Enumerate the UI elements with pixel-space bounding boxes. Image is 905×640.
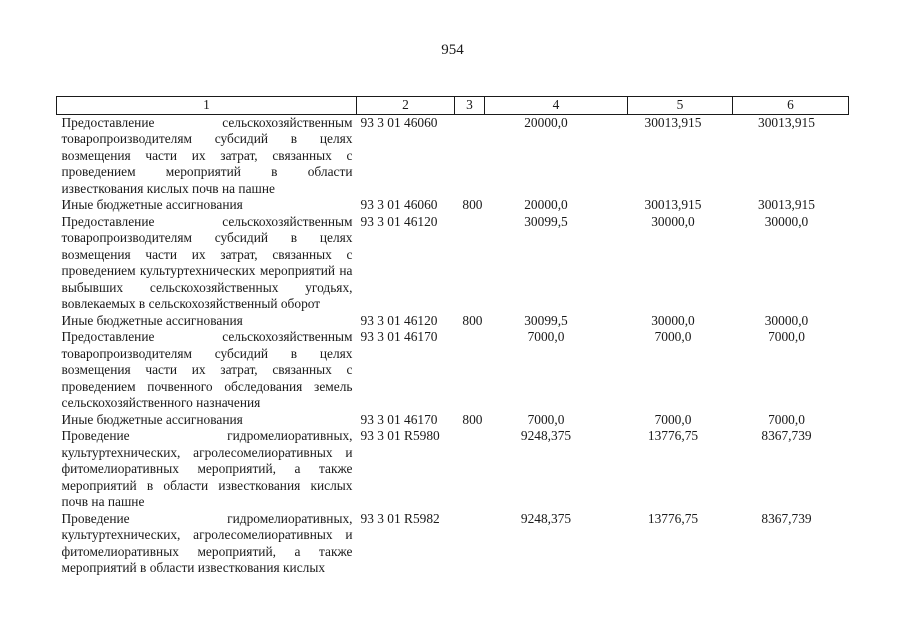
row-name: Проведение гидромелиоративных, культуртехнических, агролесомелиоративных и фитомелиоративных мероприятий, а также мероприятий в области известкования кислых почв на пашне [61,428,353,509]
row-name: Иные бюджетные ассигнования [61,197,243,212]
row-type [455,114,485,197]
row-name: Предоставление сельскохозяйственным товаропроизводителям субсидий в целях возмещения части их затрат, связанных с проведением мероприятий в области известкования кислых почв на пашне [61,114,353,196]
row-name: Иные бюджетные ассигнования [61,411,243,427]
header-cell: 6 [733,97,849,115]
row-name: Проведение гидромелиоративных, культуртехнических, агролесомелиоративных и фитомелиоративных мероприятий, а также мероприятий в области известкования кислых [61,510,353,575]
row-type [455,511,485,577]
row-value-col4: 20000,0 [524,197,568,212]
row-name: Предоставление сельскохозяйственным товаропроизводителям субсидий в целях возмещения части их затрат, связанных с проведением культуртехнических мероприятий на выбывших сельскохозяйственных угодьях, вовлекаемых в сельскохозяйственный оборот [61,213,353,311]
page-number: 954 [441,42,464,58]
row-value-col5: 30000,0 [651,213,695,229]
row-value-col5: 7000,0 [654,411,692,427]
row-type [455,329,485,412]
row-value-col5: 13776,75 [647,510,699,526]
row-value-col6: 30013,915 [758,197,815,212]
header-cell: 5 [628,97,733,115]
row-value-col4: 9248,375 [520,428,572,443]
row-type [455,428,485,511]
header-row [57,97,849,115]
row-value-col4: 7000,0 [527,411,565,427]
row-value-col6: 8367,739 [761,510,812,526]
table-row [57,214,849,313]
row-value-col5: 30013,915 [644,197,702,212]
row-value-col4: 9248,375 [520,510,572,526]
row-value-col6: 8367,739 [761,428,812,443]
row-value-col6: 7000,0 [768,329,805,344]
row-value-col6: 30000,0 [764,213,809,229]
header-cell: 1 [57,97,357,115]
row-value-col4: 30099,5 [524,213,568,229]
row-value-col5: 7000,0 [654,329,692,344]
row-code: 93 3 01 46060 [360,114,438,130]
header-cell: 3 [455,97,485,115]
row-value-col4: 30099,5 [524,312,568,328]
budget-table [56,96,849,577]
table-row [57,412,849,429]
header-cell: 4 [485,97,628,115]
row-type: 800 [462,411,483,427]
table-row [57,428,849,511]
row-type: 800 [462,197,483,212]
row-value-col6: 30013,915 [758,114,815,130]
row-code: 93 3 01 46120 [360,312,438,328]
row-code: 93 3 01 46060 [360,197,438,212]
header-cell: 2 [357,97,455,115]
row-value-col6: 7000,0 [768,411,805,427]
table-row [57,313,849,330]
table-row [57,197,849,214]
row-value-col4: 20000,0 [524,114,568,130]
row-type [455,214,485,313]
row-name: Иные бюджетные ассигнования [61,312,243,328]
row-value-col4: 7000,0 [527,329,565,344]
row-code: 93 3 01 46170 [360,411,438,427]
row-code: 93 3 01 46120 [360,213,438,229]
row-type: 800 [462,312,483,328]
row-code: 93 3 01 R5980 [360,428,440,443]
table-row [57,114,849,197]
row-code: 93 3 01 46170 [360,329,438,344]
row-name: Предоставление сельскохозяйственным товаропроизводителям субсидий в целях возмещения части их затрат, связанных с проведением почвенного обследования земель сельскохозяйственного назначения [61,329,353,410]
table-row [57,329,849,412]
row-code: 93 3 01 R5982 [360,510,440,526]
row-value-col5: 30000,0 [651,312,695,328]
row-value-col6: 30000,0 [764,312,809,328]
row-value-col5: 30013,915 [644,114,702,130]
row-value-col5: 13776,75 [647,428,699,443]
table-row [57,511,849,577]
